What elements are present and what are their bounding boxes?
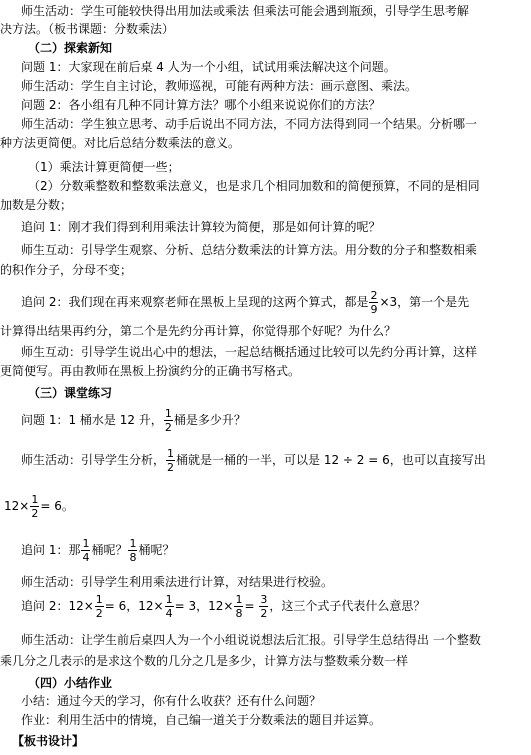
numerator: 1: [82, 537, 90, 550]
numerator: 1: [129, 537, 137, 550]
text-segment: = 6，12×: [104, 599, 164, 613]
text-line: 师生活动：引导学生利用乘法进行计算，对结果进行校验。: [21, 575, 334, 589]
text-line: 师生互动：引导学生观察、分析、总结分数乘法的计算方法。用分数的分子和整数相乘: [21, 243, 478, 257]
denominator: 8: [129, 551, 137, 564]
text-segment: 桶呢？: [91, 543, 128, 557]
text-line: 决方法。（板书课题：分数乘法）: [0, 22, 175, 36]
text-line: 师生活动：让学生前后桌四人为一个小组说说想法后汇报。引导学生总结得出 一个整数: [21, 633, 481, 647]
text-line: [21, 288, 531, 316]
text-segment: = 6。: [40, 499, 74, 513]
fraction: [164, 408, 173, 433]
section-heading: （三）课堂练习: [28, 386, 113, 400]
numerator: 1: [95, 593, 103, 606]
text-line: [4, 492, 531, 520]
text-line: （2）分数乘整数和整数乘法意义，也是求几个相同加数和的简便预算，不同的是相同: [28, 179, 480, 193]
text-line: 的积作分子，分母不变；: [0, 263, 133, 277]
text-line: 师生活动：学生独立思考、动手后说出不同方法，不同方法得到同一个结果。分析哪一: [21, 117, 478, 131]
numerator: 3: [260, 593, 268, 606]
text-line: [21, 406, 531, 434]
fraction: [95, 594, 104, 619]
text-line: 乘几分之几表示的是求这个数的几分之几是多少，计算方法与整数乘分数一样: [0, 654, 409, 668]
denominator: 4: [82, 551, 90, 564]
text-line: 种方法更简便。对比后总结分数乘法的意义。: [0, 136, 241, 150]
text-line: 师生活动：学生可能较快得出用加法或乘法 但乘法可能会遇到瓶颈，引导学生思考解: [21, 4, 469, 18]
board-design-heading: 【板书设计】: [12, 734, 85, 748]
numerator: 2: [370, 289, 378, 302]
text-segment: 问题 1：1 桶水是 12 升，: [21, 413, 163, 427]
fraction: [128, 538, 137, 563]
text-segment: ×3，第一个是先: [379, 295, 470, 309]
text-segment: ，这三个式子代表什么意思？: [269, 599, 426, 613]
denominator: 2: [167, 461, 175, 474]
text-line: 作业：利用生活中的情境，自己编一道关于分数乘法的题目并运算。: [21, 713, 382, 727]
text-line: 问题 2：各小组有几种不同计算方法？哪个小组来说说你们的方法？: [21, 98, 381, 112]
denominator: 2: [260, 607, 268, 620]
text-segment: =: [244, 599, 259, 613]
fraction: [234, 594, 243, 619]
text-line: [21, 536, 531, 564]
denominator: 2: [31, 507, 39, 520]
denominator: 4: [165, 607, 173, 620]
fraction: [81, 538, 90, 563]
text-line: [21, 446, 531, 474]
text-line: 追问 1：刚才我们得到利用乘法计算较为简便，那是如何计算的呢？: [21, 220, 381, 234]
numerator: 1: [165, 593, 173, 606]
numerator: 1: [31, 493, 39, 506]
text-line: 小结：通过今天的学习，你有什么收获？还有什么问题？: [21, 694, 322, 708]
text-segment: = 3，12×: [174, 599, 234, 613]
fraction: [165, 594, 174, 619]
denominator: 2: [95, 607, 103, 620]
text-line: （1）乘法计算更简便一些；: [28, 160, 180, 174]
text-line: 加数是分数；: [0, 198, 73, 212]
text-line: 计算得出结果再约分，第二个是先约分再计算，你觉得那个好呢？为什么？: [0, 324, 397, 338]
fraction: [259, 594, 268, 619]
text-segment: 追问 2：12×: [21, 599, 94, 613]
text-line: [21, 592, 531, 620]
text-line: 问题 1：大家现在前后桌 4 人为一个小组，试试用乘法解决这个问题。: [21, 60, 396, 74]
text-segment: 追问 2：我们现在再来观察老师在黑板上呈现的这两个算式，都是: [21, 295, 369, 309]
text-segment: 桶就是一桶的一半，可以是 12 ÷ 2 = 6，也可以直接写出: [176, 453, 486, 467]
denominator: 2: [164, 421, 172, 434]
denominator: 9: [370, 303, 378, 316]
numerator: 1: [235, 593, 243, 606]
text-line: 师生互动：引导学生说出心中的想法，一起总结概括通过比较可以先约分再计算，这样: [21, 345, 478, 359]
section-heading: （四）小结作业: [28, 676, 113, 690]
text-segment: 师生活动：引导学生分析，: [21, 453, 166, 467]
text-line: 师生活动：学生自主讨论，教师巡视，可能有两种方法：画示意图、乘法。: [21, 79, 418, 93]
text-segment: 12×: [4, 499, 30, 513]
text-segment: 追问 1：那: [21, 543, 81, 557]
section-heading: （二）探索新知: [28, 41, 113, 55]
text-segment: 桶呢？: [138, 543, 175, 557]
fraction: [166, 448, 175, 473]
text-segment: 桶是多少升？: [173, 413, 246, 427]
numerator: 1: [164, 407, 172, 420]
fraction: [30, 494, 39, 519]
fraction: [369, 290, 378, 315]
numerator: 1: [167, 447, 175, 460]
text-line: 更简便写。再由教师在黑板上扮演约分的正确书写格式。: [0, 364, 301, 378]
denominator: 8: [235, 607, 243, 620]
